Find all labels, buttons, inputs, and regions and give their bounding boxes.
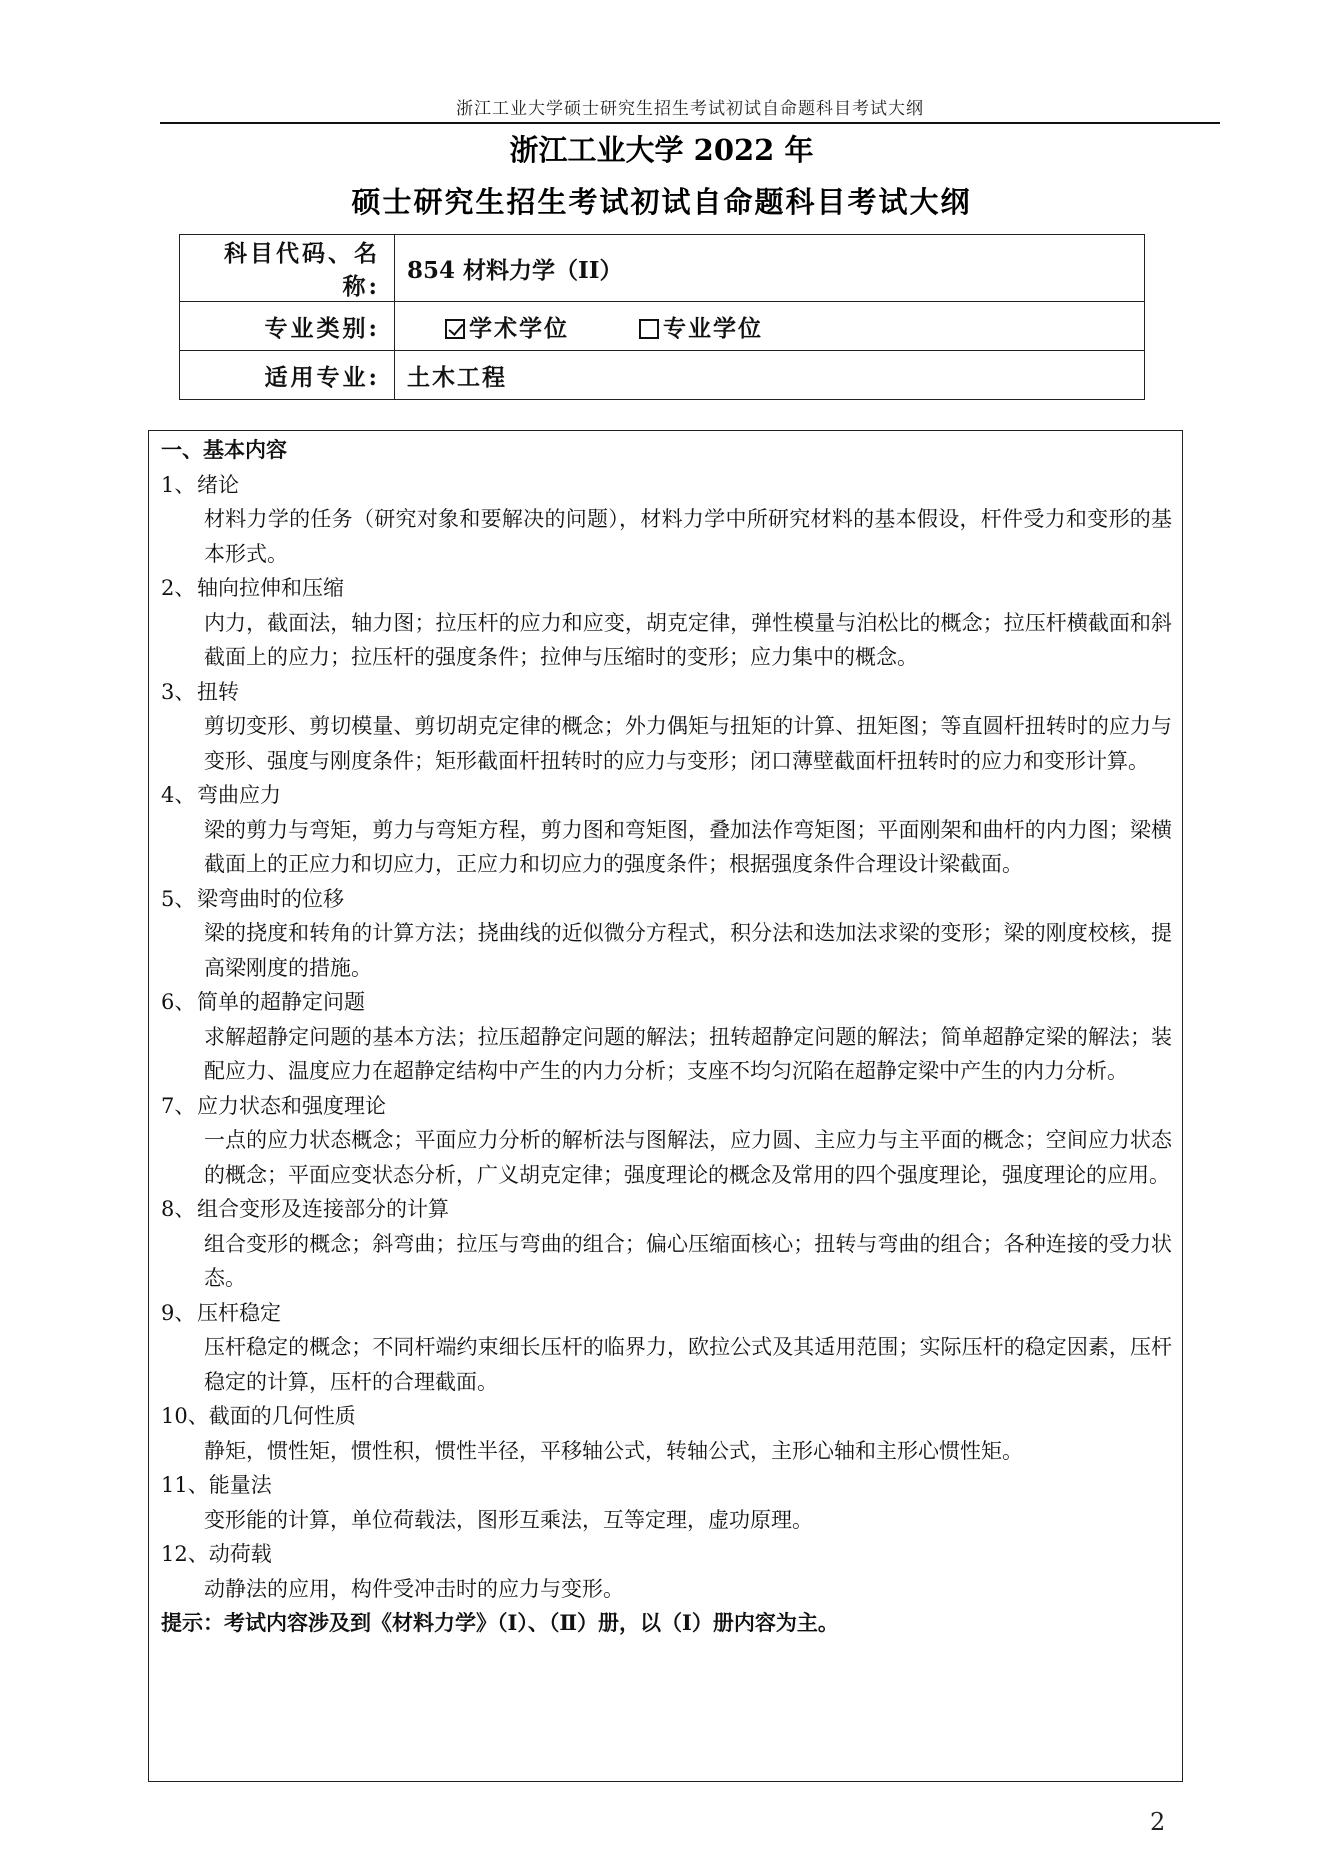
- syllabus-item-body: 组合变形的概念；斜弯曲；拉压与弯曲的组合；偏心压缩面核心；扭转与弯曲的组合；各种连接的受力状态。: [204, 1231, 1172, 1290]
- syllabus-item-title: [161, 1089, 1172, 1124]
- syllabus-item: [161, 1399, 1172, 1468]
- running-header: 浙江工业大学硕士研究生招生考试初试自命题科目考试大纲: [456, 99, 924, 119]
- syllabus-item-title-text: 弯曲应力: [197, 783, 281, 807]
- syllabus-item-number: 6、: [161, 990, 196, 1014]
- syllabus-item-body: 静矩，惯性矩，惯性积，惯性半径，平移轴公式，转轴公式，主形心轴和主形心惯性矩。: [204, 1438, 1023, 1463]
- document-title-line2: 硕士研究生招生考试初试自命题科目考试大纲: [351, 185, 972, 219]
- syllabus-item-title: [161, 571, 1172, 606]
- syllabus-item-title-text: 组合变形及连接部分的计算: [197, 1197, 449, 1221]
- major-value: 土木工程: [395, 351, 1145, 400]
- syllabus-item-title: [161, 882, 1172, 917]
- syllabus-item-body: 变形能的计算，单位荷载法，图形互乘法，互等定理，虚功原理。: [204, 1507, 813, 1532]
- syllabus-item-title: [161, 1399, 1172, 1434]
- syllabus-item: [161, 985, 1172, 1089]
- syllabus-item-number: 7、: [161, 1093, 196, 1118]
- syllabus-item: [161, 778, 1172, 882]
- syllabus-item-body: 梁的挠度和转角的计算方法；挠曲线的近似微分方程式，积分法和迭加法求梁的变形；梁的刚度校核，提高梁刚度的措施。: [204, 921, 1172, 980]
- syllabus-item-title-text: 应力状态和强度理论: [197, 1093, 386, 1118]
- syllabus-item-body: 材料力学的任务（研究对象和要解决的问题），材料力学中所研究材料的基本假设，杆件受力和变形的基本形式。: [204, 507, 1172, 566]
- syllabus-item: [161, 1296, 1172, 1400]
- syllabus-item-body: 剪切变形、剪切模量、剪切胡克定律的概念；外力偶矩与扭矩的计算、扭矩图；等直圆杆扭转时的应力与变形、强度与刚度条件；矩形截面杆扭转时的应力与变形；闭口薄壁截面杆扭转时的应力和变形计算。: [204, 714, 1172, 773]
- checkbox-checked-icon: [445, 319, 465, 339]
- syllabus-item-title: [161, 1296, 1172, 1331]
- syllabus-item-title-text: 压杆稳定: [197, 1300, 281, 1325]
- page-number: 2: [1150, 1808, 1166, 1836]
- syllabus-item: [161, 882, 1172, 986]
- syllabus-content-box: [148, 430, 1183, 1782]
- subject-info-table: [179, 234, 1145, 400]
- header-rule: [160, 122, 1220, 124]
- syllabus-item-title: [161, 1537, 1172, 1572]
- syllabus-item-number: 5、: [161, 886, 196, 911]
- syllabus-item-title: [161, 1192, 1172, 1227]
- syllabus-item-body: 压杆稳定的概念；不同杆端约束细长压杆的临界力，欧拉公式及其适用范围；实际压杆的稳定因素，压杆稳定的计算，压杆的合理截面。: [204, 1335, 1172, 1394]
- syllabus-item: [161, 1468, 1172, 1537]
- option-academic-label: 学术学位: [469, 314, 570, 342]
- syllabus-item-number: 9、: [161, 1300, 196, 1325]
- checkbox-empty-icon: [639, 319, 659, 339]
- subject-code-row: [180, 235, 1145, 302]
- document-title-line1: 浙江工业大学 2022 年: [509, 133, 814, 167]
- syllabus-item-title-text: 绪论: [197, 472, 239, 497]
- syllabus-item: [161, 1192, 1172, 1296]
- syllabus-item-title-text: 轴向拉伸和压缩: [197, 576, 344, 600]
- syllabus-item-body: 求解超静定问题的基本方法；拉压超静定问题的解法；扭转超静定问题的解法；简单超静定梁的解法；装配应力、温度应力在超静定结构中产生的内力分析；支座不均匀沉陷在超静定梁中产生的内力分析。: [204, 1024, 1172, 1083]
- category-label: 专业类别:: [180, 302, 395, 351]
- major-label: 适用专业:: [180, 351, 395, 400]
- syllabus-item-title-text: 简单的超静定问题: [197, 990, 365, 1014]
- syllabus-item: [161, 468, 1172, 572]
- syllabus-item-title: [161, 985, 1172, 1020]
- subject-code-label: 科目代码、名称:: [180, 235, 395, 302]
- syllabus-item-title-text: 梁弯曲时的位移: [197, 886, 344, 911]
- option-academic: [445, 310, 569, 343]
- syllabus-item-number: 3、: [161, 679, 196, 704]
- syllabus-item-title-text: 能量法: [208, 1473, 272, 1497]
- syllabus-item: [161, 675, 1172, 779]
- syllabus-item-title: [161, 1468, 1172, 1503]
- syllabus-item-title-text: 动荷载: [208, 1542, 272, 1566]
- category-row: [180, 302, 1145, 351]
- syllabus-item-title-text: 截面的几何性质: [208, 1404, 356, 1428]
- syllabus-item-title: [161, 675, 1172, 710]
- syllabus-item-body: 梁的剪力与弯矩，剪力与弯矩方程，剪力图和弯矩图，叠加法作弯矩图；平面刚架和曲杆的内力图；梁横截面上的正应力和切应力，正应力和切应力的强度条件；根据强度条件合理设计梁截面。: [204, 817, 1172, 876]
- syllabus-item-number: 11、: [161, 1473, 209, 1497]
- subject-code-value: 854 材料力学（II）: [395, 235, 1145, 302]
- category-options: [395, 302, 1145, 351]
- syllabus-item: [161, 1089, 1172, 1193]
- syllabus-item-number: 1、: [161, 472, 196, 497]
- syllabus-item: [161, 1537, 1172, 1606]
- syllabus-item-number: 12、: [161, 1542, 209, 1566]
- syllabus-item-body: 一点的应力状态概念；平面应力分析的解析法与图解法，应力圆、主应力与主平面的概念；空间应力状态的概念；平面应变状态分析，广义胡克定律；强度理论的概念及常用的四个强度理论，强度理论的应用。: [204, 1128, 1172, 1187]
- syllabus-item-number: 2、: [161, 576, 196, 600]
- syllabus-item-title: [161, 468, 1172, 503]
- option-professional: [639, 310, 763, 343]
- syllabus-item-number: 8、: [161, 1197, 196, 1221]
- exam-tip: 提示：考试内容涉及到《材料力学》（Ⅰ）、（Ⅱ）册，以（Ⅰ）册内容为主。: [161, 1610, 839, 1635]
- option-professional-label: 专业学位: [663, 314, 764, 342]
- major-row: [180, 351, 1145, 400]
- syllabus-item: [161, 571, 1172, 675]
- syllabus-item-body: 动静法的应用，构件受冲击时的应力与变形。: [204, 1576, 624, 1601]
- section-heading: 一、基本内容: [161, 437, 287, 462]
- syllabus-item-title: [161, 778, 1172, 813]
- syllabus-item-title-text: 扭转: [197, 679, 239, 704]
- syllabus-item-list: [161, 468, 1172, 1607]
- syllabus-item-number: 4、: [161, 783, 196, 807]
- syllabus-item-body: 内力，截面法，轴力图；拉压杆的应力和应变，胡克定律，弹性模量与泊松比的概念；拉压杆横截面和斜截面上的应力；拉压杆的强度条件；拉伸与压缩时的变形；应力集中的概念。: [204, 610, 1172, 669]
- syllabus-item-number: 10、: [161, 1404, 209, 1428]
